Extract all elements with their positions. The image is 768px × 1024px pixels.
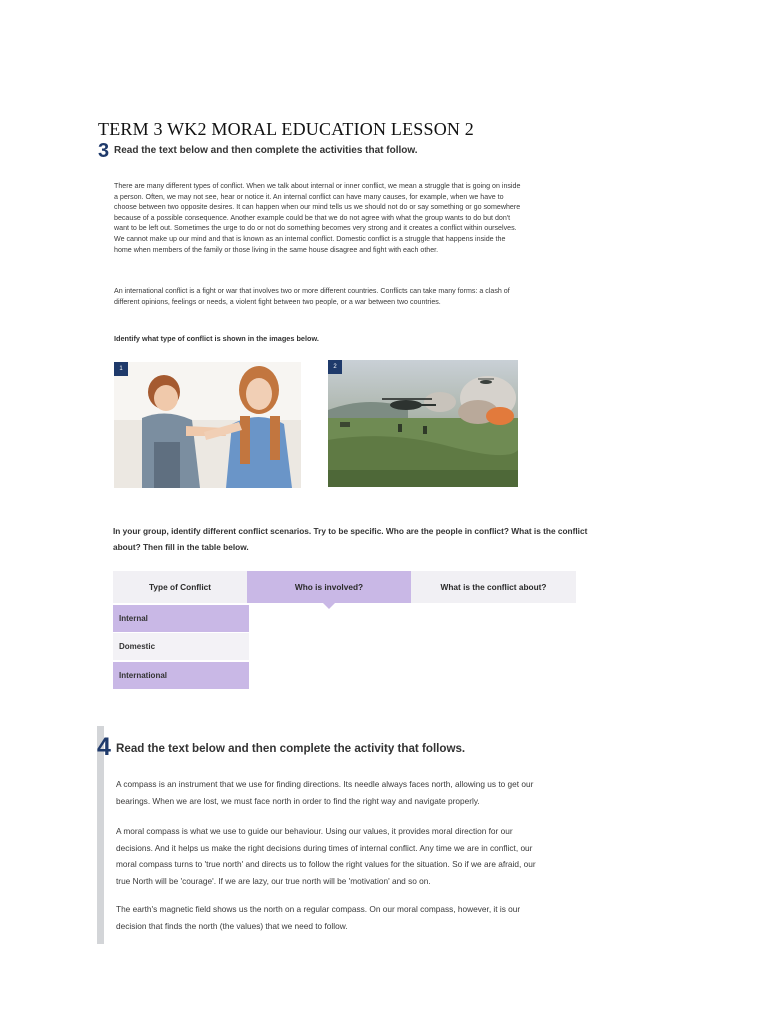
conflict-table bbox=[113, 571, 576, 693]
image-1-label: 1 bbox=[114, 362, 128, 376]
row-internal[interactable]: Internal bbox=[113, 605, 249, 632]
section-4-number: 4 bbox=[97, 733, 111, 761]
group-task-instruction: In your group, identify different conflict scenarios. Try to be specific. Who are the people in conflict? What is the conflict about? Then fill in the table below. bbox=[113, 526, 588, 552]
row-domestic[interactable]: Domestic bbox=[113, 633, 249, 660]
page-title: TERM 3 WK2 MORAL EDUCATION LESSON 2 bbox=[98, 119, 474, 139]
image-children-arguing bbox=[114, 362, 301, 488]
header-type-of-conflict: Type of Conflict bbox=[113, 571, 247, 603]
section-3-paragraph-2: An international conflict is a fight or war that involves two or more different countries. Conflicts can take many forms: a clash of different opinions, feelings or needs, a violent fight between two people, or a war between two countries. bbox=[114, 287, 510, 306]
section-3-number: 3 bbox=[98, 140, 110, 162]
battlefield-illustration bbox=[328, 360, 518, 487]
header-who-is-involved: Who is involved? bbox=[247, 571, 411, 603]
image-battlefield bbox=[328, 360, 518, 487]
children-illustration bbox=[114, 362, 301, 488]
header-pointer bbox=[323, 603, 335, 609]
section-4-paragraph-3: The earth's magnetic field shows us the north on a regular compass. On our moral compass, however, it is our decision that finds the north (the values) that we need to follow. bbox=[116, 904, 521, 931]
identify-instruction: Identify what type of conflict is shown in the images below. bbox=[114, 334, 319, 343]
section-4-heading: Read the text below and then complete the activity that follows. bbox=[116, 742, 466, 755]
image-2-label: 2 bbox=[328, 360, 342, 374]
section-4-paragraph-1: A compass is an instrument that we use for finding directions. Its needle always faces north, allowing us to get our bearings. When we are lost, we must face north in order to find the right way and navigate properly. bbox=[116, 779, 534, 806]
section-3-heading: Read the text below and then complete the activities that follow. bbox=[114, 145, 418, 156]
section-3-paragraph-1: There are many different types of conflict. When we talk about internal or inner conflict, we mean a struggle that is going on inside a person. Often, we may not see, hear or notice it. An internal conflict can have many causes, for example, when we have to choose between two opposite desires. It can happen when our mind tells us we should not do or say something or go somewhere because of a possible consequence. Another example could be that we do not agree with what the group wants to do but don't want to be left out. Sometimes the urge to do or not do something becomes very strong and it creates a conflict within ourselves. We cannot make up our mind and that is known as an internal conflict. Domestic conflict is a struggle that happens inside the home when members of the family or those living in the same house disagree and fight with each other. bbox=[114, 182, 521, 254]
section-4-paragraph-2: A moral compass is what we use to guide our behaviour. Using our values, it provides moral direction for our decisions. And it helps us make the right decisions during times of internal conflict. Any time we are in conflict, our moral compass turns to 'true north' and directs us to follow the right values for the situation. So if we are afraid, our true North will be 'courage'. If we are lazy, our true north will be 'motivation' and so on. bbox=[116, 826, 536, 886]
header-conflict-about: What is the conflict about? bbox=[411, 571, 576, 603]
row-international[interactable]: International bbox=[113, 662, 249, 689]
